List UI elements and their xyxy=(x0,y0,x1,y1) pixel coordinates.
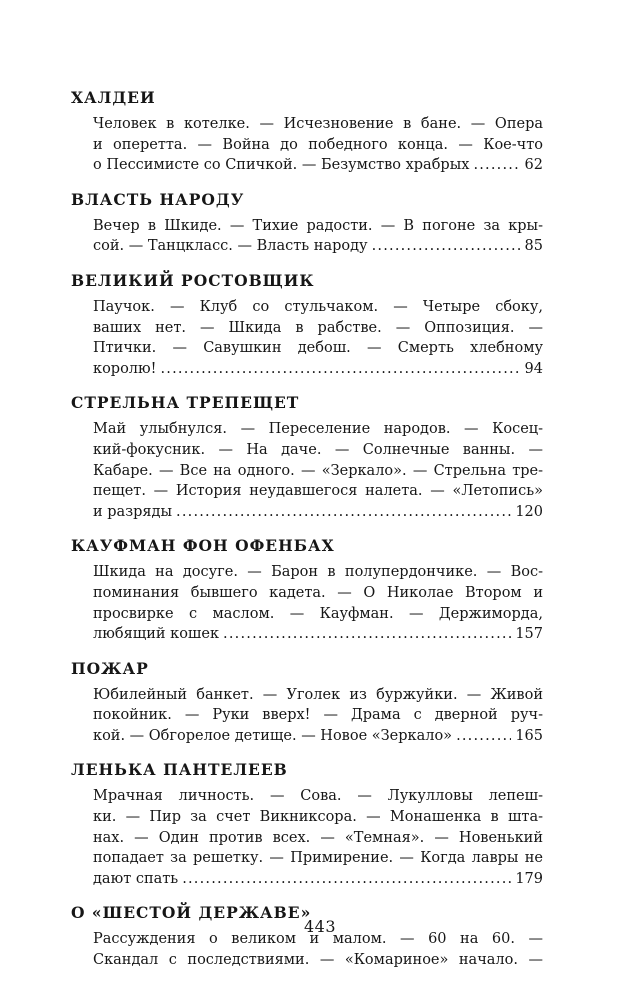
chapter-page-number: 94 xyxy=(524,360,543,377)
chapter-contents xyxy=(93,562,543,644)
contents-line: ваших нет. — Шкида в рабстве. — Оппозиция. — xyxy=(93,319,543,336)
chapter-title: СТРЕЛЬНА ТРЕПЕЩЕТ xyxy=(71,393,300,413)
toc-chapter xyxy=(71,271,543,379)
contents-line: Скандал с последствиями. — «Комариное» начало. — xyxy=(93,952,543,969)
contents-line: пещет. — История неудавшегося налета. — «Летопись» xyxy=(93,483,543,500)
contents-line-text: любящий кошек xyxy=(93,626,220,643)
contents-line: Вечер в Шкиде. — Тихие радости. — В погоне за кры- xyxy=(93,217,543,234)
contents-line: кий-фокусник. — На даче. — Солнечные ванны. — xyxy=(93,441,543,458)
chapter-title: КАУФМАН ФОН ОФЕНБАХ xyxy=(71,536,335,556)
toc-chapter xyxy=(71,760,543,889)
contents-line: Мрачная личность. — Сова. — Лукулловы лепеш- xyxy=(93,788,543,805)
chapter-page-number: 120 xyxy=(515,503,543,520)
contents-line-text: сой. — Танцкласс. — Власть народу xyxy=(93,238,368,255)
contents-last-line xyxy=(93,155,543,176)
contents-line-text: королю! xyxy=(93,360,157,377)
page-number: 443 xyxy=(303,917,337,936)
dot-leader xyxy=(160,359,520,380)
contents-line: Паучок. — Клуб со стульчаком. — Четыре сбоку, xyxy=(93,298,543,315)
contents-line: Птички. — Савушкин дебош. — Смерть хлебному xyxy=(93,340,543,357)
chapter-title: ЛЕНЬКА ПАНТЕЛЕЕВ xyxy=(71,760,288,780)
chapter-title: ВЛАСТЬ НАРОДУ xyxy=(71,189,245,209)
dot-leader xyxy=(456,726,511,747)
chapter-title: ХАЛДЕИ xyxy=(71,88,156,107)
dot-leader xyxy=(223,624,511,645)
contents-line: Кабаре. — Все на одного. — «Зеркало». — Стрельна тре- xyxy=(93,462,543,479)
chapter-contents xyxy=(93,685,543,747)
chapter-contents xyxy=(93,216,543,257)
contents-line: Юбилейный банкет. — Уголек из буржуйки. — Живой xyxy=(93,686,543,703)
toc-chapter xyxy=(71,190,543,257)
contents-line: Май улыбнулся. — Переселение народов. — Косец- xyxy=(93,421,543,438)
chapter-title: ПОЖАР xyxy=(71,658,149,678)
chapter-contents xyxy=(93,786,543,889)
contents-line: нах. — Один против всех. — «Темная». — Новенький xyxy=(93,829,543,846)
chapter-title: О «ШЕСТОЙ ДЕРЖАВЕ» xyxy=(71,903,312,923)
dot-leader xyxy=(176,502,511,523)
toc-chapter xyxy=(71,393,543,522)
chapter-page-number: 62 xyxy=(524,157,543,174)
toc-chapter xyxy=(71,536,543,644)
dot-leader xyxy=(182,869,511,890)
contents-line: поминания бывшего кадета. — О Николае Втором и xyxy=(93,584,543,601)
table-of-contents xyxy=(71,88,543,971)
dot-leader xyxy=(372,236,521,257)
chapter-page-number: 179 xyxy=(515,870,543,887)
chapter-contents xyxy=(93,297,543,379)
contents-line: Рассуждения о великом и малом. — 60 на 60. — xyxy=(93,931,543,948)
chapter-title: ВЕЛИКИЙ РОСТОВЩИК xyxy=(71,270,315,290)
chapter-contents xyxy=(93,419,543,522)
contents-last-line xyxy=(93,726,543,747)
contents-line-text: о Пессимисте со Спичкой. — Безумство храбрых xyxy=(93,157,470,174)
contents-line-text: дают спать xyxy=(93,870,179,887)
contents-line: просвирке с маслом. — Кауфман. — Держиморда, xyxy=(93,605,543,622)
contents-last-line xyxy=(93,869,543,890)
chapter-page-number: 165 xyxy=(515,727,543,744)
contents-last-line xyxy=(93,502,543,523)
dot-leader xyxy=(473,155,520,176)
toc-chapter xyxy=(71,88,543,176)
contents-line: Шкида на досуге. — Барон в полупердончике. — Вос- xyxy=(93,564,543,581)
contents-line: попадает за решетку. — Примирение. — Когда лавры не xyxy=(93,850,543,867)
chapter-contents xyxy=(93,114,543,176)
toc-chapter xyxy=(71,659,543,747)
contents-line-text: кой. — Обгорелое детище. — Новое «Зеркало» xyxy=(93,727,453,744)
chapter-page-number: 85 xyxy=(524,238,543,255)
contents-line: Человек в котелке. — Исчезновение в бане. — Опера xyxy=(93,116,543,132)
chapter-page-number: 157 xyxy=(515,626,543,643)
contents-last-line xyxy=(93,359,543,380)
contents-line-text: и разряды xyxy=(93,503,173,520)
contents-line: покойник. — Руки вверх! — Драма с дверной руч- xyxy=(93,707,543,724)
contents-line: ки. — Пир за счет Викниксора. — Монашенка в шта- xyxy=(93,809,543,826)
contents-last-line xyxy=(93,624,543,645)
contents-last-line xyxy=(93,236,543,257)
contents-line: и оперетта. — Война до победного конца. — Кое-что xyxy=(93,136,543,153)
toc-chapter xyxy=(71,903,543,970)
